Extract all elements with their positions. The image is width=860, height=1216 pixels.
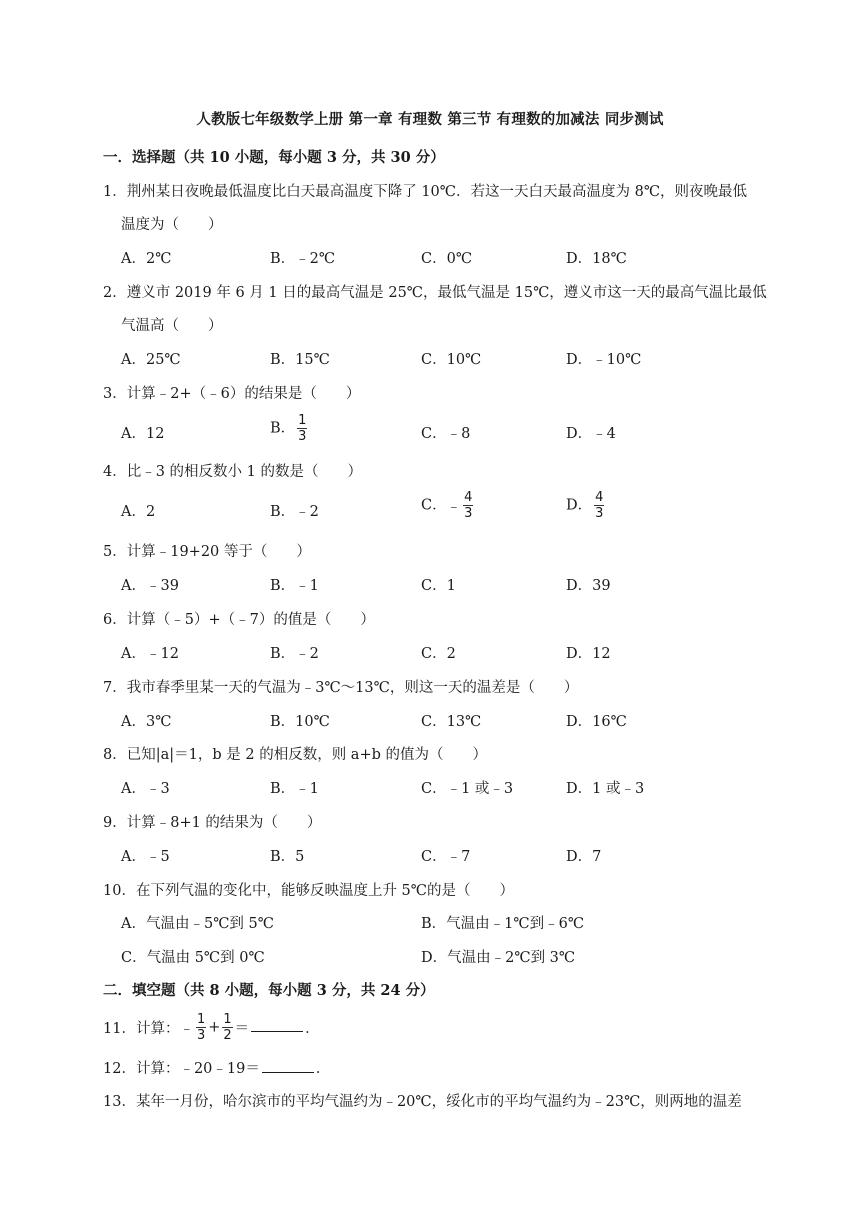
question-7-text: 7．我市春季里某一天的气温为﹣3℃～13℃，则这一天的温差是（ ） — [103, 680, 579, 696]
answer-blank[interactable] — [262, 1058, 314, 1073]
question-6-option-a: A．﹣12 — [121, 646, 179, 662]
question-4-text: 4．比﹣3 的相反数小 1 的数是（ ） — [103, 464, 363, 480]
document-title: 人教版七年级数学上册 第一章 有理数 第三节 有理数的加减法 同步测试 — [196, 111, 664, 128]
option-letter: B． — [270, 420, 296, 437]
question-6-option-b: B．﹣2 — [270, 646, 319, 662]
question-9-option-d: D．7 — [566, 849, 602, 865]
question-1-option-c: C．0℃ — [421, 251, 473, 267]
question-2-option-a: A．25℃ — [121, 352, 181, 368]
equals-sign: ＝ — [234, 1021, 250, 1037]
question-4-option-a: A．2 — [121, 504, 156, 520]
question-4-option-b: B．﹣2 — [270, 504, 319, 520]
question-1-option-d: D．18℃ — [566, 251, 627, 267]
section-heading-fill: 二．填空题（共 8 小题，每小题 3 分，共 24 分） — [103, 982, 435, 999]
question-2-option-d: D．﹣10℃ — [566, 352, 642, 368]
fraction-denominator: 2 — [223, 1028, 232, 1043]
question-1-text: 1．荆州某日夜晚最低温度比白天最高温度下降了 10℃．若这一天白天最高温度为 8℃，则夜晚最低 — [103, 184, 748, 200]
question-10-option-b: B．气温由﹣1℃到﹣6℃ — [421, 916, 585, 932]
question-1-text-cont: 温度为（ ） — [121, 217, 223, 233]
question-7-option-b: B．10℃ — [270, 714, 330, 730]
question-11-text — [103, 1013, 320, 1042]
question-10-option-d: D．气温由﹣2℃到 3℃ — [421, 950, 576, 966]
question-3-option-b — [270, 414, 309, 443]
fraction-numerator: 1 — [298, 413, 307, 428]
question-10-text: 10．在下列气温的变化中，能够反映温度上升 5℃的是（ ） — [103, 883, 515, 899]
question-9-option-a: A．﹣5 — [121, 849, 170, 865]
question-6-option-c: C．2 — [421, 646, 456, 662]
fraction-numerator: 4 — [464, 490, 473, 505]
question-6-text: 6．计算（﹣5）+（﹣7）的值是（ ） — [103, 612, 375, 628]
question-10-option-c: C．气温由 5℃到 0℃ — [121, 950, 265, 966]
fraction-one-third — [297, 414, 307, 443]
question-2-text: 2．遵义市 2019 年 6 月 1 日的最高气温是 25℃，最低气温是 15℃，遵义市这一天的最高气温比最低 — [103, 285, 767, 301]
question-12-prefix: 12．计算：﹣20﹣19＝ — [103, 1061, 260, 1077]
question-8-text: 8．已知|a|＝1，b 是 2 的相反数，则 a+b 的值为（ ） — [103, 747, 487, 763]
question-5-text: 5．计算﹣19+20 等于（ ） — [103, 544, 311, 560]
fraction-denominator: 3 — [595, 506, 604, 521]
question-7-option-c: C．13℃ — [421, 714, 482, 730]
question-8-option-a: A．﹣3 — [121, 781, 170, 797]
question-8-option-c: C．﹣1 或﹣3 — [421, 781, 514, 797]
fraction-one-third — [196, 1013, 206, 1042]
question-8-option-d: D．1 或﹣3 — [566, 781, 645, 797]
question-3-text: 3．计算﹣2+（﹣6）的结果是（ ） — [103, 386, 361, 402]
plus-sign: + — [208, 1019, 221, 1036]
question-10-option-a: A．气温由﹣5℃到 5℃ — [121, 916, 274, 932]
question-3-option-c: C．﹣8 — [421, 426, 471, 442]
question-5-option-b: B．﹣1 — [270, 578, 319, 594]
question-4-option-d — [566, 491, 606, 520]
question-1-option-a: A．2℃ — [121, 251, 172, 267]
question-5-option-a: A．﹣39 — [121, 578, 179, 594]
period: ． — [315, 1061, 331, 1077]
question-1-option-b: B．﹣2℃ — [270, 251, 336, 267]
question-3-option-d: D．﹣4 — [566, 426, 616, 442]
question-2-option-c: C．10℃ — [421, 352, 482, 368]
question-6-option-d: D．12 — [566, 646, 611, 662]
fraction-numerator: 1 — [223, 1012, 232, 1027]
fraction-one-half — [222, 1013, 232, 1042]
question-3-option-a: A．12 — [121, 426, 165, 442]
period: ． — [305, 1021, 320, 1037]
fraction-numerator: 4 — [595, 490, 604, 505]
question-5-option-c: C．1 — [421, 578, 456, 594]
question-7-option-d: D．16℃ — [566, 714, 627, 730]
question-5-option-d: D．39 — [566, 578, 611, 594]
question-12-text — [103, 1057, 330, 1078]
question-13-text: 13．某年一月份，哈尔滨市的平均气温约为﹣20℃，绥化市的平均气温约为﹣23℃，则两地的温差 — [103, 1094, 742, 1110]
question-4-option-c — [421, 491, 475, 520]
question-9-option-b: B．5 — [270, 849, 305, 865]
minus-sign: ﹣ — [446, 499, 462, 515]
question-7-option-a: A．3℃ — [121, 714, 172, 730]
fraction-denominator: 3 — [298, 429, 307, 444]
question-11-prefix: 11．计算：﹣ — [103, 1021, 194, 1037]
fraction-denominator: 3 — [196, 1028, 206, 1043]
question-2-option-b: B．15℃ — [270, 352, 330, 368]
question-8-option-b: B．﹣1 — [270, 781, 319, 797]
question-2-text-cont: 气温高（ ） — [121, 318, 223, 334]
answer-blank[interactable] — [251, 1017, 303, 1032]
fraction-four-thirds — [463, 491, 473, 520]
question-9-text: 9．计算﹣8+1 的结果为（ ） — [103, 815, 322, 831]
fraction-numerator: 1 — [196, 1012, 206, 1027]
section-heading-choice: 一．选择题（共 10 小题，每小题 3 分，共 30 分） — [103, 149, 445, 166]
question-9-option-c: C．﹣7 — [421, 849, 471, 865]
option-letter: C． — [421, 497, 447, 514]
option-letter: D． — [566, 497, 593, 514]
fraction-four-thirds — [594, 491, 604, 520]
fraction-denominator: 3 — [464, 506, 473, 521]
